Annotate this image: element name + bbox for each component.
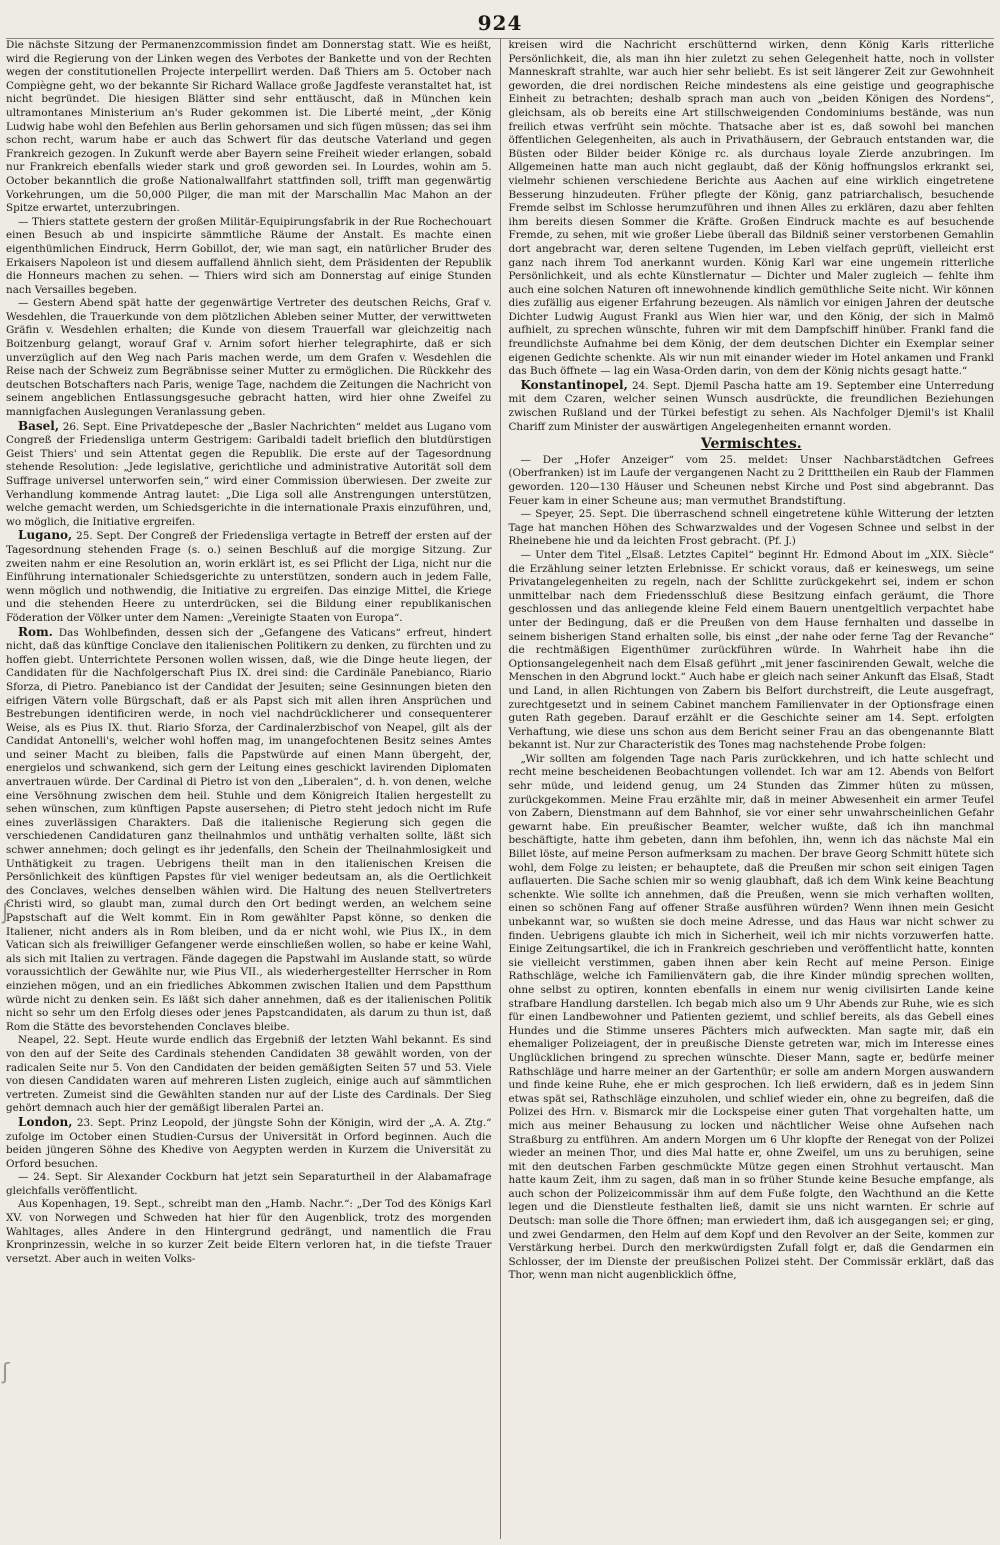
dateline: Basel, bbox=[18, 418, 60, 433]
article-paragraph bbox=[508, 39, 994, 379]
paragraph-text: Aus Kopenhagen, 19. Sept., schreibt man den „Hamb. Nachr.“: „Der Tod des Königs Karl XV. von Norwegen und Schweden hat hier für den Augenblick, trotz des morgenden Wahltages, alles Andere in den Hintergrund gedrängt, und namentlich die Frau Kronprinzessin, welche in so kurzer Zeit beide Eltern verloren hat, in die tiefste Trauer versetzt. Aber auch in weiten Volks- bbox=[6, 1198, 492, 1265]
column-divider bbox=[500, 39, 501, 1539]
article-paragraph bbox=[6, 1171, 492, 1198]
paragraph-text: — Thiers stattete gestern der großen Militär-Equipirungsfabrik in der Rue Rochechouart einen Besuch ab und inspicirte sämmtliche Räume der Anstalt. Es machte einen eigenthümlichen Eindruck, Herrn Gobillot, der, wie man sagt, ein natürlicher Bruder des Erkaisers Napoleon ist und diesem auffallend ähnlich sieht, dem Präsidenten der Republik die Honneurs machen zu sehen. — Thiers wird sich am Donnerstag auf einige Stunden nach Versailles begeben. bbox=[6, 215, 492, 296]
article-paragraph bbox=[6, 420, 492, 530]
paragraph-text: — 24. Sept. Sir Alexander Cockburn hat jetzt sein Separaturtheil in der Alabamafrage gleichfalls veröffentlicht. bbox=[6, 1171, 492, 1197]
margin-pencil-mark: ʃ bbox=[2, 1360, 10, 1385]
article-paragraph bbox=[6, 39, 492, 216]
columns bbox=[6, 38, 994, 1539]
paragraph-text: 24. Sept. Djemil Pascha hatte am 19. September eine Unterredung mit dem Czaren, welcher seinen Wunsch ausdrückte, die freundlichen Beziehungen zwischen Rußland und der Türkei befestigt zu sehen. Als Nachfolger Djemil's ist Khalil Chariff zum Minister der auswärtigen Angelegenheiten ernannt worden. bbox=[508, 379, 994, 433]
article-paragraph bbox=[6, 626, 492, 1035]
right-column bbox=[508, 39, 994, 1539]
margin-pencil-mark: ʃ bbox=[2, 900, 10, 925]
article-paragraph bbox=[6, 529, 492, 625]
dateline: Konstantinopel, bbox=[520, 377, 628, 392]
article-paragraph bbox=[508, 454, 994, 508]
paragraph-text: — Unter dem Titel „Elsaß. Letztes Capitel“ beginnt Hr. Edmond About im „XIX. Siècle“ die Erzählung seiner letzten Erlebnisse. Er schickt voraus, daß er keineswegs, um seine Privatangelegenheiten zu regeln, nach der Schlitte zurückgekehrt sei, indem er schon unmittelbar nach dem Friedensschluß diese Besitzung einfach geräumt, die Thore geschlossen und das anliegende kleine Feld einem Bauern unentgeltlich verpachtet habe unter der Bedingung, daß er die Preußen von dem Hause fernhalten und dasselbe in seinem bisherigen Stand erhalten solle, bis einst „der nahe oder ferne Tag der Revanche“ die rechtmäßigen Eigenthümer zurückführen würde. In Wahrheit habe ihn die Optionsangelegenheit nach dem Elsaß geführt „mit jener fascinirenden Gewalt, welche die Menschen in den Abgrund lockt.“ Auch habe er gleich nach seiner Ankunft das Elsaß, Stadt und Land, in allen Richtungen von Zabern bis Belfort durchstreift, die Leute ausgefragt, zurechtgesetzt und in seinem Cabinet manchem Familienvater in der Optionsfrage einen guten Rath gegeben. Darauf erzählt er die Geschichte seiner am 14. Sept. erfolgten Verhaftung, wie diese uns schon aus dem Bericht seiner Frau an das obengenannte Blatt bekannt ist. Nur zur Characteristik des Tones mag nachstehende Probe folgen: bbox=[508, 548, 994, 752]
paragraph-text: 25. Sept. Der Congreß der Friedensliga vertagte in Betreff der ersten auf der Tagesordnung stehenden Frage (s. o.) seinen Beschluß auf die morgige Sitzung. Zur zweiten nahm er eine Resolution an, worin erklärt ist, es sei Pflicht der Liga, nicht nur die Einführung internationaler Schiedsgerichte zu unterstützen, sondern auch in jedem Falle, wenn möglich und nothwendig, die Initiative zu ergreifen. Das einzige Mittel, die Kriege und die stehenden Heere zu unterdrücken, sei die Bildung einer republikanischen Föderation der Völker unter dem Namen: „Vereinigte Staaten von Europa“. bbox=[6, 530, 492, 624]
paragraph-text: — Der „Hofer Anzeiger“ vom 25. meldet: Unser Nachbarstädtchen Gefrees (Oberfranken) ist im Laufe der vergangenen Nacht zu 2 Dritttheilen ein Raub der Flammen geworden. 120—130 Häuser und Scheunen nebst Kirche und Post sind abgebrannt. Das Feuer kam in einer Scheune aus; man vermuthet Brandstiftung. bbox=[508, 453, 994, 507]
paragraph-text: 26. Sept. Eine Privatdepesche der „Basler Nachrichten“ meldet aus Lugano vom Congreß der Friedensliga unterm Gestrigem: Garibaldi tadelt brieflich den blutdürstigen Geist Thiers' und sein Attentat gegen die Republik. Die erste auf der Tagesordnung stehende Resolution: „Jede legislative, gerichtliche und administrative Autorität soll dem Suffrage universel unterworfen sein,“ wird einer Commission überwiesen. Der zweite zur Verhandlung kommende Antrag lautet: „Die Liga soll alle Anstrengungen unterstützen, welche gemacht werden, um Schiedsgerichte in die internationale Praxis einzuführen, und, wo möglich, die Initiative ergreifen. bbox=[6, 420, 492, 528]
dateline: Rom. bbox=[18, 624, 53, 639]
article-paragraph bbox=[6, 1034, 492, 1116]
paragraph-text: 23. Sept. Prinz Leopold, der jüngste Sohn der Königin, wird der „A. A. Ztg.“ zufolge im October einen Studien-Cursus der Universität in Orford beginnen. Auch die beiden jüngeren Söhne des Khedive von Aegypten werden in Kurzem die Universität zu Orford besuchen. bbox=[6, 1116, 492, 1170]
dateline: Lugano, bbox=[18, 528, 73, 543]
article-paragraph bbox=[6, 1198, 492, 1266]
section-heading: Vermischtes. bbox=[700, 436, 802, 453]
article-paragraph bbox=[508, 753, 994, 1283]
left-column bbox=[6, 39, 492, 1539]
paragraph-text: Die nächste Sitzung der Permanenzcommission findet am Donnerstag statt. Wie es heißt, wird die Regierung von der Linken wegen des Verbotes der Bankette und von der Rechten wegen der constitutionellen Projecte interpellirt werden. Daß Thiers am 5. October nach Compiègne geht, wo der bekannte Sir Richard Wallace große Jagdfeste veranstaltet hat, ist nicht begründet. Die hiesigen Blätter sind sehr enttäuscht, daß in München kein ultramontanes Ministerium an's Ruder gekommen ist. Die Liberté meint, „der König Ludwig habe wohl den Befehlen aus Berlin gehorsamen und sich fügen müssen; das sei ihm schon recht, warum habe er auch das Schwert für das deutsche Vaterland und gegen Frankreich gezogen. In Zukunft werde aber Bayern seine Freiheit wieder erlangen, sobald nur Frankreich ebenfalls wieder stark und groß geworden sei. In Lourdes, wohin am 5. October bekanntlich die große Nationalwallfahrt stattfinden soll, trifft man gegenwärtig Vorkehrungen, um die 50,000 Pilger, die man mit der Marschallin Mac Mahon an der Spitze erwartet, unterzubringen. bbox=[6, 39, 492, 215]
paragraph-text: — Speyer, 25. Sept. Die überraschend schnell eingetretene kühle Witterung der letzten Tage hat manchen Höhen des Schwarzwaldes und der Vogesen Schnee und selbst in der Rheinebene hie und da leichten Frost gebracht. (Pf. J.) bbox=[508, 508, 994, 548]
article-paragraph bbox=[508, 379, 994, 434]
paragraph-text: Das Wohlbefinden, dessen sich der „Gefangene des Vaticans“ erfreut, hindert nicht, daß das künftige Conclave den italienischen Politikern zu denken, zu fürchten und zu hoffen giebt. Unterrichtete Personen wollen wissen, daß, wie die Dinge heute liegen, der Candidaten für die Nachfolgerschaft Pius IX. drei sind: die Cardinäle Panebianco, Riario Sforza, di Pietro. Panebianco ist der Candidat der Jesuiten; seine Gesinnungen bieten den eifrigen Vätern volle Bürgschaft, daß er als Papst sich mit allen ihren Ansprüchen und Bestrebungen identificiren werde, in noch viel nachdrücklicherer und consequenterer Weise, als es Pius IX. thut. Riario Sforza, der Cardinalerzbischof von Neapel, gilt als der Candidat Antonelli's, welcher wohl hoffen mag, im unangefochtenen Besitz seines Amtes und seiner Macht zu bleiben, falls die Papstwürde auf einen Mann übergeht, der, energielos und schwankend, sich gern der Leitung eines geschickt lavirenden Diplomaten anvertrauen würde. Der Cardinal di Pietro ist von den „Liberalen“, d. h. von denen, welche eine Versöhnung zwischen dem heil. Stuhle und dem Königreich Italien hergestellt zu sehen wünschen, zum künftigen Papste ausersehen; di Pietro steht jedoch nicht im Rufe eines zuverlässigen Charakters. Daß die italienische Regierung sich gegen die verschiedenen Candidaturen ganz theilnahmlos und unthätig verhalten sollte, läßt sich schwer annehmen; doch gelingt es ihr jedenfalls, den Schein der Theilnahmlosigkeit und Unthätigkeit zu tragen. Uebrigens theilt man in den italienischen Kreisen die Persönlichkeit des künftigen Papstes für viel weniger bedeutsam an, als die Oertlichkeit des Conclaves, welches denselben wählen wird. Die Haltung des neuen Stellvertreters Christi wird, so glaubt man, zumal durch den Ort bedingt werden, an welchem seine Papstschaft auf die Welt kommt. Ein in Rom gewählter Papst könne, so denken die Italiener, nicht anders als in Rom bleiben, und da er nicht wohl, wie Pius IX., in dem Vatican sich als freiwilliger Gefangener werde einschließen wollen, so habe er keine Wahl, als sich mit Italien zu vertragen. Fände dagegen die Papstwahl im Auslande statt, so würde voraussichtlich der Gewählte nur, wie Pius VII., als wiederhergestellter Herrscher in Rom einziehen mögen, und an ein friedliches Abkommen zwischen Italien und dem Papstthum würde nicht zu denken sein. Es läßt sich daher annehmen, daß es der italienischen Politik nicht so sehr um den Erfolg dieses oder jenes Papstcandidaten, als darum zu thun ist, daß Rom die Stätte des bevorstehenden Conclaves bleibe. bbox=[6, 626, 492, 1033]
paragraph-text: kreisen wird die Nachricht erschütternd wirken, denn König Karls ritterliche Persönlichkeit, die, als man ihn hier zuletzt zu sehen Gelegenheit hatte, noch in vollster Manneskraft strahlte, war auch hier sehr beliebt. Es ist seit längerer Zeit zur Gewohnheit geworden, die drei nordischen Reiche mindestens als eine geistige und geographische Einheit zu betrachten; deshalb sprach man auch von „beiden Königen des Nordens“, gleichsam, als ob bereits eine Art stillschweigenden Condominiums bestände, was nun freilich etwas verfrüht sein möchte. Thatsache aber ist es, daß sowohl bei manchen öffentlichen Gelegenheiten, als auch in Privathäusern, der Gebrauch entstanden war, die Büsten oder Bilder beider Könige rc. als durchaus loyale Zierde anzubringen. Im Allgemeinen hatte man auch nicht geglaubt, daß der König hoffnungslos erkrankt sei, vielmehr schienen verschiedene Berichte aus Aachen auf eine wirklich eingetretene Besserung hinzudeuten. Früher pflegte der König, ganz patriarchalisch, besuchende Fremde selbst im Schlosse herumzuführen und ihnen Alles zu erklären, dazu aber fehlten ihm bereits diesen Sommer die Kräfte. Großen Eindruck machte es auf besuchende Fremde, zu sehen, mit wie großer Liebe überall das Bildniß seiner verstorbenen Gemahlin dort angebracht war, deren seltene Tugenden, im Leben vielfach geprüft, vielleicht erst ganz nach ihrem Tod anerkannt wurden. König Karl war eine ungemein ritterliche Persönlichkeit, und als echte Künstlernatur — Dichter und Maler zugleich — fehlte ihm auch eine solchen Naturen oft innewohnende kindlich gemüthliche Seite nicht. Wir können dies zufällig aus eigener Erfahrung bezeugen. Als nämlich vor einigen Jahren der deutsche Dichter Ludwig August Frankl aus Wien hier war, und den König, der sich in Malmö aufhielt, zu sprechen wünschte, fuhren wir mit dem Dampfschiff hinüber. Frankl fand die freundlichste Aufnahme bei dem König, der dem deutschen Dichter ein Exemplar seiner eigenen Gedichte schenkte. Als wir nun mit einander wieder im Hotel ankamen und Frankl das Buch öffnete — lag ein Wasa-Orden darin, von dem der König nichts gesagt hatte.“ bbox=[508, 39, 994, 378]
paragraph-text: Neapel, 22. Sept. Heute wurde endlich das Ergebniß der letzten Wahl bekannt. Es sind von den auf der Seite des Cardinals stehenden Candidaten 38 gewählt worden, von der radicalen Seite nur 5. Von den Candidaten der beiden gemäßigten Seiten 57 und 53. Viele von diesen Candidaten waren auf mehreren Listen zugleich, einige auch auf sämmtlichen vertreten. Zumeist sind die Gewählten standen nur auf der Liste des Cardinals. Der Sieg gehört demnach auch hier der gemäßigt liberalen Partei an. bbox=[6, 1034, 492, 1115]
paragraph-text: „Wir sollten am folgenden Tage nach Paris zurückkehren, und ich hatte schlecht und recht meine bescheidenen Beobachtungen vollendet. Ich war am 12. Abends von Belfort sehr müde, und leidend genug, um 24 Stunden das Zimmer hüten zu müssen, zurückgekommen. Meine Frau erzählte mir, daß in meiner Abwesenheit ein armer Teufel von Zabern, Dienstmann auf dem Bahnhof, sie vor einer sehr unwahrscheinlichen Gefahr gewarnt habe. Ein preußischer Beamter, welcher wußte, daß ich ihn manchmal beschäftigte, hatte ihm gebeten, dann ihm befohlen, ihn, wenn ich das nächste Mal ein Billet löste, auf meine Person aufmerksam zu machen. Der brave Georg Schmitt hütete sich wohl, dem Folge zu leisten; er behauptete, daß die Preußen mir schon seit einigen Tagen auflauerten. Die Sache schien mir so wenig glaubhaft, daß ich dem Wink keine Beachtung schenkte. Wie sollte ich annehmen, daß die Preußen, wenn sie mich verhaften wollten, einen so schönen Fang auf offener Straße ausführen würden? Wenn ihnen mein Gesicht unbekannt war, so wußten sie doch meine Adresse, und das Haus war nicht schwer zu finden. Uebrigens glaubte ich mich in Sicherheit, weil ich mir nichts vorzuwerfen hatte. Einige Zeitungsartikel, die ich in Frankreich geschrieben und veröffentlicht hatte, konnten sie vielleicht verstimmen, gaben ihnen aber kein Recht auf meine Person. Einige Rathschläge, welche ich Familienvätern gab, die ihre Kinder mündig sprechen wollten, ohne selbst zu optiren, konnten ebenfalls in einem nur wenig civilisirten Lande keine strafbare Handlung darstellen. Ich begab mich also um 9 Uhr Abends zur Ruhe, wie es sich für einen Landbewohner und Patienten geziemt, und schlief bereits, als das Gebell eines Hundes und die Stimme unseres Pächters mich aufweckten. Man sagte mir, daß ein ehemaliger Polizeiagent, der in preußische Dienste getreten war, mich im Interesse eines Unglücklichen bringend zu sprechen wünschte. Dieser Mann, sagte er, bedürfe meiner Rathschläge und harre meiner an der Gartenthür; er solle am andern Morgen auswandern und finde keine Ruhe, ehe er mich gesprochen. Ich ließ erwidern, daß es in jedem Sinn etwas spät sei, Rathschläge einzuholen, und schlief wieder ein, ohne zu begreifen, daß die Polizei des Hrn. v. Bismarck mir die Lockspeise einer guten That vorgehalten hatte, um mich aus meiner Behausung zu locken und nächtlicher Weise ohne Aufsehen nach Straßburg zu entführen. Am andern Morgen um 6 Uhr klopfte der Renegat von der Polizei wieder an meinen Thor, und dies Mal hatte er, ohne Zweifel, um uns zu beruhigen, seine mit den deutschen Farben geschmückte Mütze gegen einen Strohhut vertauscht. Man hatte kaum Zeit, ihm zu sagen, daß man in so früher Stunde keine Besuche empfange, als auch schon der Polizeicommissär ihm auf dem Fuße folgte, den Wachthund an die Kette legen und die Dienstleute festhalten ließ, damit sie uns nicht warnten. Er schrie auf Deutsch: man solle die Thore öffnen; man erwiedert ihm, daß ich ausgegangen sei; er ging, und zwei Gendarmen, den Helm auf dem Kopf und den Revolver an der Seite, kommen zur Verstärkung herbei. Durch den merkwürdigsten Zufall folgt er, daß die Gendarmen ein Schlosser, der im Dienste der preußischen Polizei steht. Der Commissär erklärt, daß das Thor, wenn man nicht augenblicklich öffne, bbox=[508, 752, 994, 1282]
article-paragraph bbox=[6, 1116, 492, 1171]
article-paragraph bbox=[6, 216, 492, 298]
article-paragraph bbox=[508, 549, 994, 753]
article-paragraph bbox=[6, 297, 492, 419]
article-paragraph bbox=[508, 508, 994, 549]
paragraph-text: — Gestern Abend spät hatte der gegenwärtige Vertreter des deutschen Reichs, Graf v. Wesdehlen, die Trauerkunde von dem plötzlichen Ableben seiner Mutter, der verwittweten Gräfin v. Wesdehlen erhalten; die Kunde von diesem Trauerfall war gleichzeitig nach Boitzenburg gelangt, worauf Graf v. Arnim sofort hierher telegraphirte, daß er sich unverzüglich auf den Weg nach Paris machen werde, um dem Grafen v. Wesdehlen die Reise nach der Schweiz zum Begräbnisse seiner Mutter zu ermöglichen. Die Rückkehr des deutschen Botschafters nach Paris, wenige Tage, nachdem die Zeitungen die Nachricht von seinem angeblichen Entlassungsgesuche gebracht hatten, wird hier ohne Zweifel zu mannigfachen Auslegungen Veranlassung geben. bbox=[6, 297, 492, 419]
page-number: 924 bbox=[477, 11, 523, 35]
dateline: London, bbox=[18, 1114, 73, 1129]
